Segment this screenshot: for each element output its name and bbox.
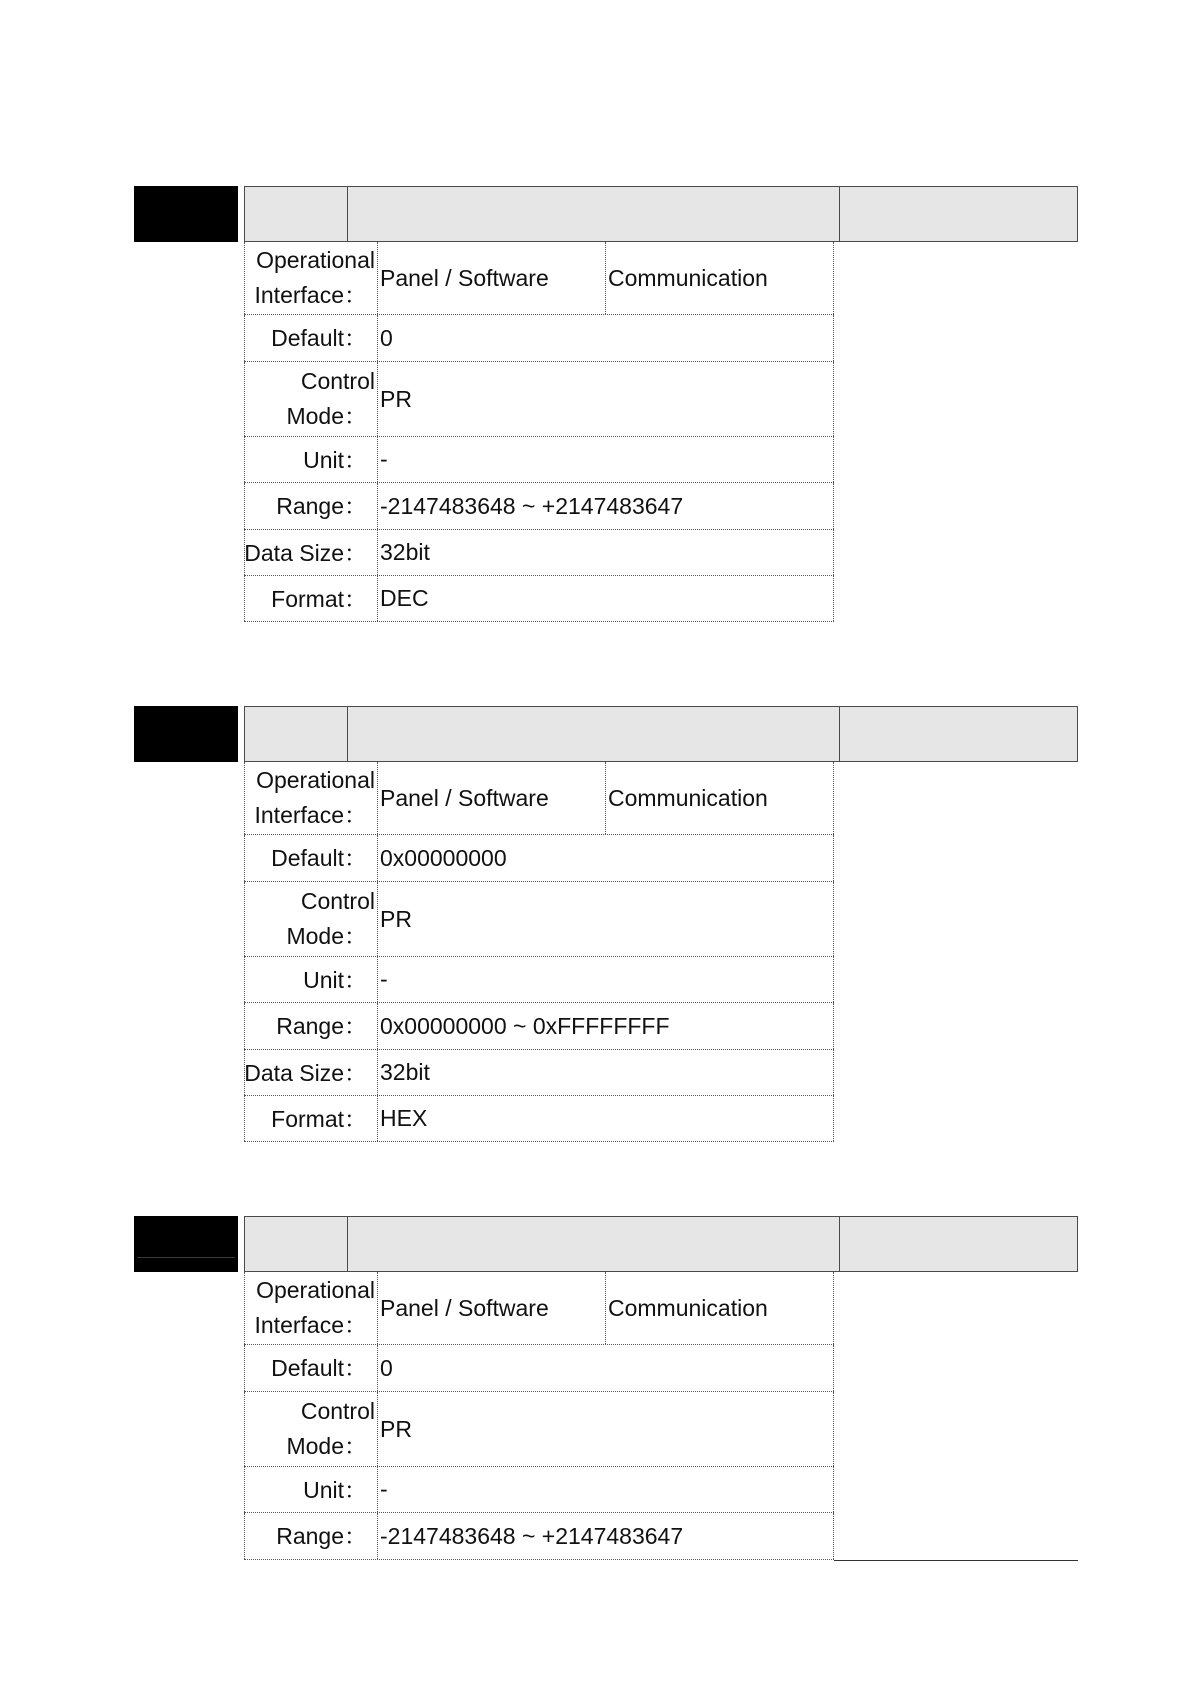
row-range bbox=[244, 1003, 834, 1050]
row-control-mode bbox=[244, 882, 834, 957]
format-value: DEC bbox=[380, 576, 834, 621]
row-data-size bbox=[244, 1050, 834, 1096]
range-value: 0x00000000 ~ 0xFFFFFFFF bbox=[380, 1003, 834, 1049]
header-cell-address bbox=[245, 187, 348, 241]
parameter-header bbox=[244, 186, 1078, 242]
row-label: Unit： bbox=[244, 437, 378, 482]
default-value: 0x00000000 bbox=[380, 835, 834, 881]
default-value: 0 bbox=[380, 1345, 834, 1391]
row-label: Data Size： bbox=[244, 530, 378, 575]
parameter-code-box bbox=[134, 1216, 238, 1272]
row-default bbox=[244, 315, 834, 362]
row-format bbox=[244, 1096, 834, 1142]
label-line-2: Mode： bbox=[286, 403, 367, 429]
label-line-1: Operational bbox=[256, 1277, 375, 1303]
range-value: -2147483648 ~ +2147483647 bbox=[380, 483, 834, 529]
row-default bbox=[244, 835, 834, 882]
row-control-mode bbox=[244, 1392, 834, 1467]
label-line-1: Control bbox=[300, 1398, 375, 1424]
row-label: Range： bbox=[244, 1003, 378, 1049]
row-format bbox=[244, 576, 834, 622]
row-label: Range： bbox=[244, 1513, 378, 1559]
row-label: Default： bbox=[244, 1345, 378, 1391]
interface-communication: Communication bbox=[608, 1272, 834, 1344]
data-size-value: 32bit bbox=[380, 530, 834, 575]
label-line-2: Mode： bbox=[286, 1433, 367, 1459]
label-line-1: Control bbox=[300, 888, 375, 914]
row-label: Data Size： bbox=[244, 1050, 378, 1095]
interface-communication: Communication bbox=[608, 762, 834, 834]
label-line-2: Interface： bbox=[254, 1312, 367, 1338]
header-cell-address bbox=[245, 1217, 348, 1271]
header-cell-name bbox=[347, 1217, 840, 1271]
row-operational-interface bbox=[244, 1272, 834, 1345]
unit-value: - bbox=[380, 957, 834, 1002]
row-control-mode bbox=[244, 362, 834, 437]
parameter-header bbox=[244, 706, 1078, 762]
data-size-value: 32bit bbox=[380, 1050, 834, 1095]
control-mode-value: PR bbox=[380, 882, 834, 956]
row-range bbox=[244, 483, 834, 530]
row-label: Format： bbox=[244, 1096, 378, 1141]
row-unit bbox=[244, 437, 834, 483]
label-line-2: Mode： bbox=[286, 923, 367, 949]
row-range bbox=[244, 1513, 834, 1560]
format-value: HEX bbox=[380, 1096, 834, 1141]
header-cell-name bbox=[347, 187, 840, 241]
row-label bbox=[244, 882, 378, 956]
control-mode-value: PR bbox=[380, 362, 834, 436]
interface-panel-software: Panel / Software bbox=[380, 762, 606, 834]
row-label: Range： bbox=[244, 483, 378, 529]
row-default bbox=[244, 1345, 834, 1392]
unit-value: - bbox=[380, 1467, 834, 1512]
code-box-rule bbox=[137, 1257, 235, 1258]
default-value: 0 bbox=[380, 315, 834, 361]
control-mode-value: PR bbox=[380, 1392, 834, 1466]
row-label bbox=[244, 362, 378, 436]
parameter-header bbox=[244, 1216, 1078, 1272]
row-label: Unit： bbox=[244, 957, 378, 1002]
interface-communication: Communication bbox=[608, 242, 834, 314]
row-operational-interface bbox=[244, 762, 834, 835]
unit-value: - bbox=[380, 437, 834, 482]
label-line-2: Interface： bbox=[254, 282, 367, 308]
interface-panel-software: Panel / Software bbox=[380, 242, 606, 314]
table-end-rule bbox=[834, 1560, 1078, 1561]
row-unit bbox=[244, 957, 834, 1003]
row-label bbox=[244, 1392, 378, 1466]
label-line-1: Operational bbox=[256, 767, 375, 793]
row-label bbox=[244, 242, 378, 314]
row-unit bbox=[244, 1467, 834, 1513]
header-cell-address bbox=[245, 707, 348, 761]
interface-panel-software: Panel / Software bbox=[380, 1272, 606, 1344]
header-cell-name bbox=[347, 707, 840, 761]
label-line-1: Operational bbox=[256, 247, 375, 273]
parameter-code-box bbox=[134, 186, 238, 242]
row-label: Unit： bbox=[244, 1467, 378, 1512]
label-line-1: Control bbox=[300, 368, 375, 394]
parameter-code-box bbox=[134, 706, 238, 762]
label-line-2: Interface： bbox=[254, 802, 367, 828]
range-value: -2147483648 ~ +2147483647 bbox=[380, 1513, 834, 1559]
row-data-size bbox=[244, 530, 834, 576]
row-label: Default： bbox=[244, 835, 378, 881]
row-operational-interface bbox=[244, 242, 834, 315]
row-label bbox=[244, 1272, 378, 1344]
row-label: Format： bbox=[244, 576, 378, 621]
row-label: Default： bbox=[244, 315, 378, 361]
row-label bbox=[244, 762, 378, 834]
